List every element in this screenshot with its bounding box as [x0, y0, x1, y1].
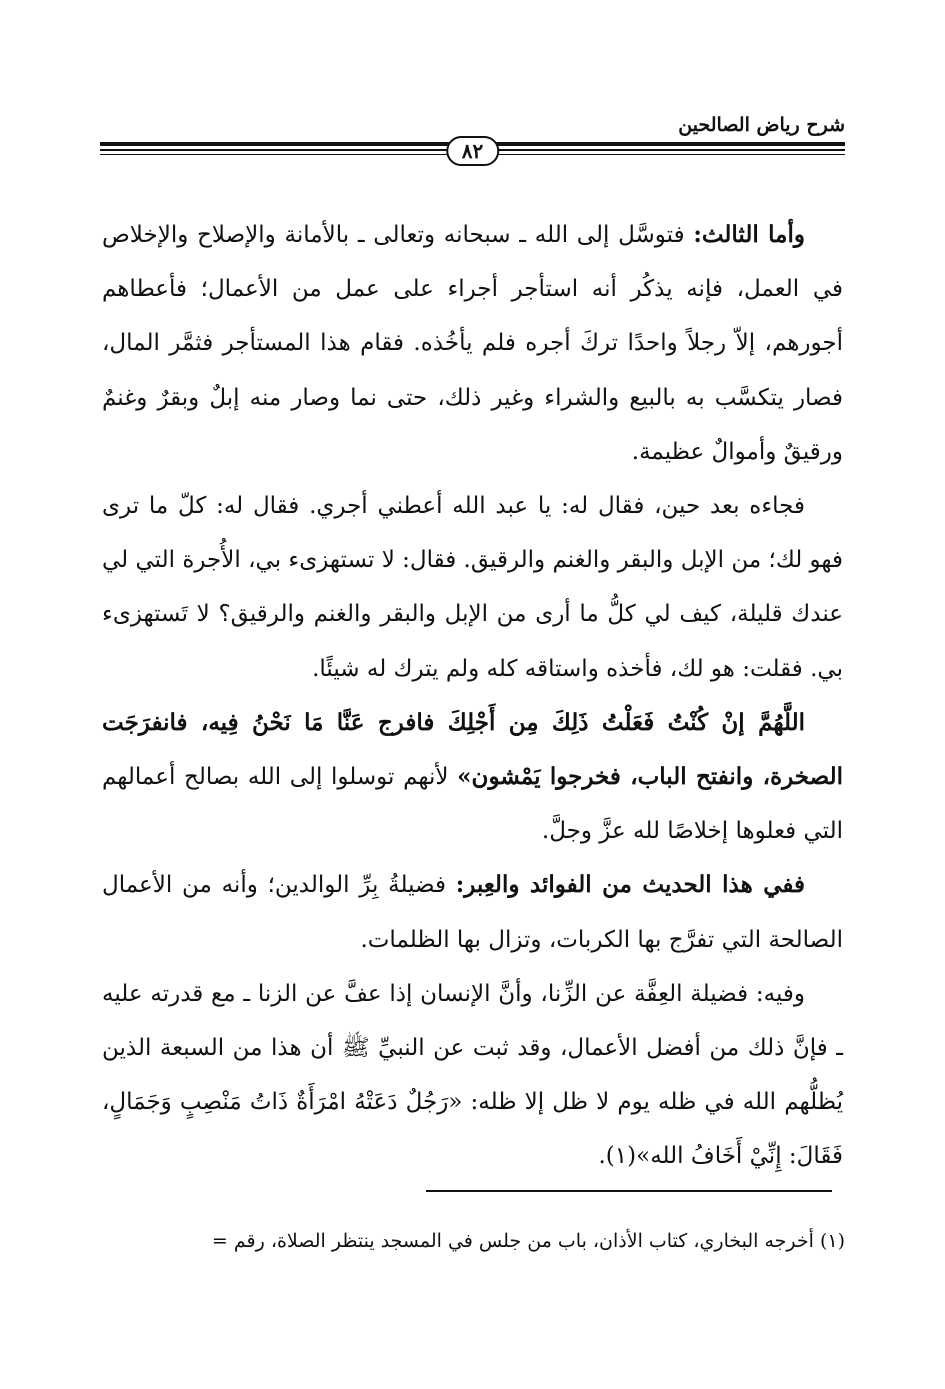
- running-header-title: شرح رياض الصالحين: [678, 114, 845, 136]
- footnote-separator: [426, 1190, 832, 1192]
- paragraph-lead: ففي هذا الحديث من الفوائد والعِبر:: [455, 871, 805, 899]
- paragraph-text: فجاءه بعد حين، فقال له: يا عبد الله أعطني أجري. فقال له: كلّ ما ترى فهو لك؛ من الإبل والبقر والغنم والرقيق. فقال: لا تستهزىء بي، الأُجرة التي لي عندك قليلة، كيف لي كلُّ ما أرى من الإبل والبقر والغنم والرقيق؟ لا تَستهزىء بي. فقلت: هو لك، فأخذه واستاقه كله ولم يترك له شيئًا.: [102, 493, 843, 682]
- paragraph-text: لأنهم توسلوا إلى الله بصالح أعمالهم التي فعلوها إخلاصًا لله عزَّ وجلَّ.: [102, 764, 843, 845]
- paragraph-text: وفيه: فضيلة العِفَّة عن الزِّنا، وأنَّ الإنسان إذا عفَّ عن الزنا ـ مع قدرته عليه ـ فإنَّ ذلك من أفضل الأعمال، وقد ثبت عن النبيِّ ﷺ أن هذا من السبعة الذين يُظلُّهم الله في ظله يوم لا ظل إلا ظله: «رَجُلٌ دَعَتْهُ امْرَأَةٌ ذَاتُ مَنْصِبٍ وَجَمَالٍ، فَقَالَ: إِنِّيْ أَخَافُ الله»(١).: [102, 980, 843, 1170]
- paragraph: [102, 858, 843, 966]
- body-text: [102, 208, 843, 1184]
- paragraph: [102, 479, 843, 696]
- paragraph: [102, 208, 843, 479]
- paragraph-lead: وأما الثالث:: [693, 221, 805, 248]
- paragraph-text: فضيلةُ بِرِّ الوالدين؛ وأنه من الأعمال الصالحة التي تفرَّج بها الكربات، وتزال بها الظلمات.: [102, 872, 843, 953]
- paragraph: [102, 696, 843, 859]
- hadith-quote: اللَّهُمَّ إنْ كُنْتُ فَعَلْتُ ذَلِكَ مِن أَجْلِكَ فافرج عَنَّا مَا نَحْنُ فِيه، فانفرَجَت الصخرة، وانفتح الباب، فخرجوا يَمْشون»: [102, 708, 843, 791]
- page-number: ٨٢: [446, 136, 499, 166]
- paragraph-text: فتوسَّل إلى الله ـ سبحانه وتعالى ـ بالأمانة والإصلاح والإخلاص في العمل، فإنه يذكُر أنه استأجر أجراء على عمل من الأعمال؛ فأعطاهم أجورهم، إلاّ رجلاً واحدًا تركَ أجره فلم يأخُذه. فقام هذا المستأجر فثمَّر المال، فصار يتكسَّب به بالبيع والشراء وغير ذلك، حتى نما وصار منه إبلٌ وبقرٌ وغنمٌ ورقيقٌ وأموالٌ عظيمة.: [102, 222, 843, 465]
- paragraph: [102, 967, 843, 1184]
- footnote: (١) أخرجه البخاري، كتاب الأذان، باب من جلس في المسجد ينتظر الصلاة، رقم =: [211, 1230, 845, 1252]
